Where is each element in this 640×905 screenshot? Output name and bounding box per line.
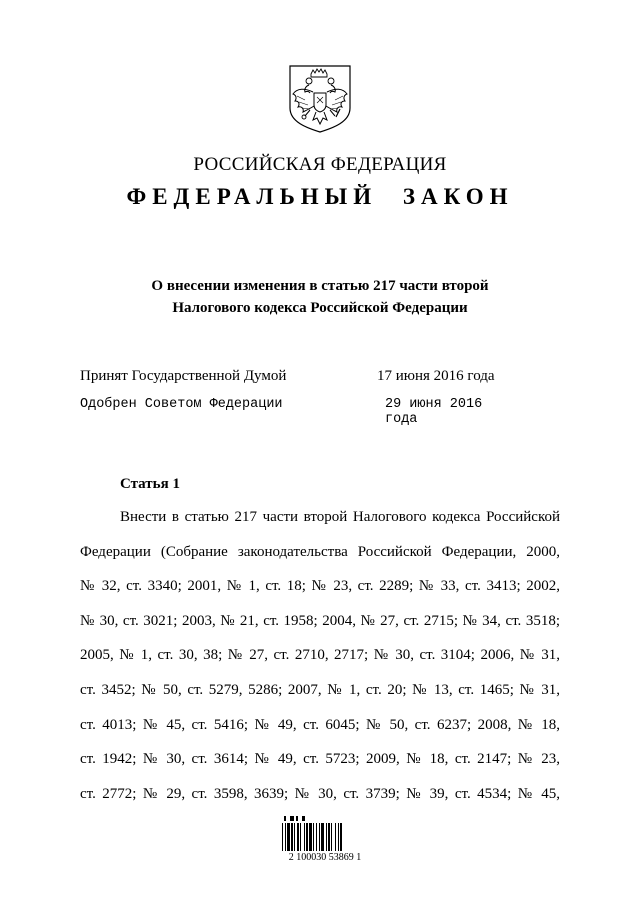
- adoption-label: Принят Государственной Думой: [80, 368, 287, 384]
- adoption-federation-council-row: [80, 397, 520, 427]
- body-line: ст. 3452; № 50, ст. 5279, 5286; 2007, № 1, ст. 20; № 13, ст. 1465; № 31,: [80, 681, 560, 698]
- body-line: ст. 1942; № 30, ст. 3614; № 49, ст. 5723; 2009, № 18, ст. 2147; № 23,: [80, 751, 560, 768]
- article-heading: Статья 1: [120, 476, 180, 492]
- adoption-date: 29 июня 2016 года: [385, 397, 483, 427]
- barcode-number: 2 100030 53869 1: [288, 852, 362, 863]
- law-subject: [0, 275, 640, 319]
- body-line: № 30, ст. 3021; 2003, № 21, ст. 1958; 2004, № 27, ст. 2715; № 34, ст. 3518;: [80, 612, 560, 629]
- document-type-title: ФЕДЕРАЛЬНЫЙ ЗАКОН: [126, 184, 514, 209]
- subject-line: О внесении изменения в статью 217 части второй: [151, 278, 489, 294]
- body-line: Федерации (Собрание законодательства Российской Федерации, 2000,: [80, 543, 560, 560]
- body-line: Внести в статью 217 части второй Налогового кодекса Российской: [120, 509, 560, 525]
- subject-line: Налогового кодекса Российской Федерации: [172, 300, 468, 316]
- body-line: № 32, ст. 3340; 2001, № 1, ст. 18; № 23, ст. 2289; № 33, ст. 3413; 2002,: [80, 578, 560, 595]
- adoption-duma-row: [80, 368, 520, 385]
- adoption-label: Одобрен Советом Федерации: [80, 397, 283, 412]
- adoption-date: 17 июня 2016 года: [377, 368, 495, 384]
- body-line: ст. 2772; № 29, ст. 3598, 3639; № 30, ст. 3739; № 39, ст. 4534; № 45,: [80, 785, 560, 802]
- article-body: [80, 500, 560, 811]
- coat-of-arms-icon: [287, 64, 353, 134]
- barcode-icon: [280, 815, 368, 851]
- country-title: РОССИЙСКАЯ ФЕДЕРАЦИЯ: [193, 154, 447, 175]
- body-line: 2005, № 1, ст. 30, 38; № 27, ст. 2710, 2717; № 30, ст. 3104; 2006, № 31,: [80, 647, 560, 664]
- body-line: ст. 4013; № 45, ст. 5416; № 49, ст. 6045; № 50, ст. 6237; 2008, № 18,: [80, 716, 560, 733]
